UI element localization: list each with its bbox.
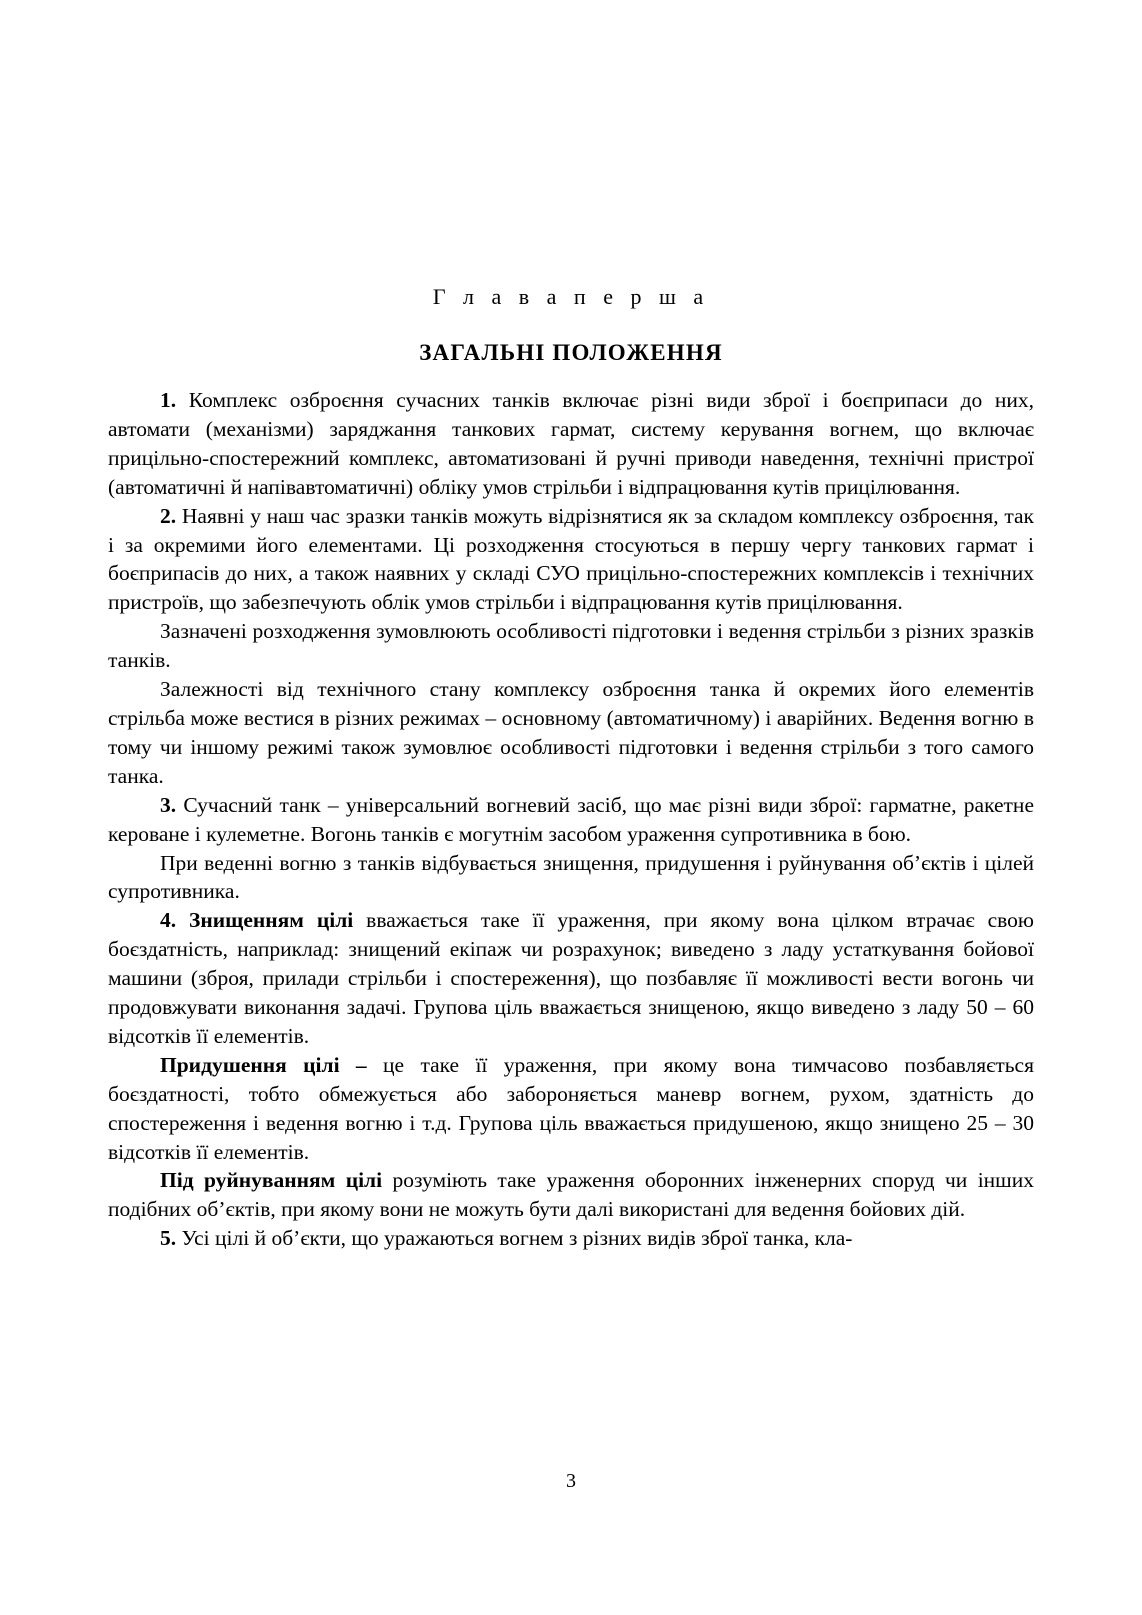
page-content	[108, 284, 1034, 1253]
paragraph-text: вважається таке її ураження, при якому вона цілком втрачає свою боєздатність, наприклад: знищений екіпаж чи розрахунок; виведено з ладу устаткування бойової машини (зброя, прилади стрільби і спостереження), що позбавляє її можливості вести вогонь чи продовжувати виконання задачі. Групова ціль вважається знищеною, якщо виведено з ладу 50 – 60 відсотків її елементів.	[108, 908, 1034, 1048]
paragraph-9	[108, 1166, 1034, 1224]
paragraph-lead-term: Знищенням цілі	[176, 908, 354, 933]
paragraph-lead-term: Під руйнуванням цілі	[160, 1168, 383, 1193]
paragraph-text: Усі цілі й об’єкти, що уражаються вогнем з різних видів зброї танка, кла-	[176, 1226, 853, 1251]
paragraph-text: Сучасний танк – універсальний вогневий засіб, що має різні види зброї: гарматне, ракетне кероване і кулеметне. Вогонь танків є могутнім засобом ураження супротивника в бою.	[108, 792, 1034, 846]
paragraph-text: Наявні у наш час зразки танків можуть відрізнятися як за складом комплексу озброєння, так і за окремими його елементами. Ці розходження стосуються в першу чергу танкових гармат і боєприпасів до них, а також наявних у складі СУО прицільно-спостережних комплексів і технічних пристроїв, що забезпечують облік умов стрільби і відпрацювання кутів прицілювання.	[108, 503, 1034, 615]
paragraph-6	[108, 849, 1034, 907]
paragraph-1	[108, 386, 1034, 502]
paragraph-text: При веденні вогню з танків відбувається знищення, придушення і руйнування об’єктів і цілей супротивника.	[108, 850, 1034, 904]
paragraph-5	[108, 791, 1034, 849]
paragraph-text: Зазначені розходження зумовлюють особливості підготовки і ведення стрільби з різних зразків танків.	[108, 619, 1034, 673]
paragraph-text: Залежності від технічного стану комплексу озброєння танка й окремих його елементів стрільба може вестися в різних режимах – основному (автоматичному) і аварійних. Ведення вогню в тому чи іншому режимі також зумовлює особливості підготовки і ведення стрільби з того самого танка.	[108, 677, 1034, 788]
paragraph-text: це таке її ураження, при якому вона тимчасово позбавляється боєздатності, тобто обмежується або забороняється маневр вогнем, рухом, здатність до спостереження і ведення вогню і т.д. Групова ціль вважається придушеною, якщо знищено 25 – 30 відсотків її елементів.	[108, 1052, 1034, 1164]
paragraph-8	[108, 1051, 1034, 1167]
page-title: ЗАГАЛЬНІ ПОЛОЖЕННЯ	[419, 340, 723, 365]
paragraph-2	[108, 502, 1034, 618]
paragraph-text: Комплекс озброєння сучасних танків включає різні види зброї і боєприпаси до них, автомати (механізми) заряджання танкових гармат, систему керування вогнем, що включає прицільно-спостережний комплекс, автоматизовані й ручні приводи наведення, технічні пристрої (автоматичні й напівавтоматичні) обліку умов стрільби і відпрацювання кутів прицілювання.	[108, 388, 1034, 499]
paragraph-number: 2.	[160, 503, 177, 528]
paragraph-text: розуміють таке ураження оборонних інженерних споруд чи інших подібних об’єктів, при якому вони не можуть бути далі використані для ведення бойових дій.	[108, 1168, 1034, 1222]
paragraph-7	[108, 906, 1034, 1051]
paragraph-4	[108, 675, 1034, 791]
paragraph-number: 1.	[160, 388, 177, 412]
page-number: 3	[566, 1470, 576, 1492]
paragraph-lead-term: Придушення цілі –	[160, 1052, 367, 1077]
paragraph-number: 4.	[160, 908, 177, 933]
paragraph-3	[108, 617, 1034, 675]
paragraph-10	[108, 1224, 1034, 1253]
chapter-label: Г л а в а п е р ш а	[432, 284, 710, 309]
paragraph-number: 5.	[160, 1226, 177, 1251]
paragraph-number: 3.	[160, 792, 177, 817]
